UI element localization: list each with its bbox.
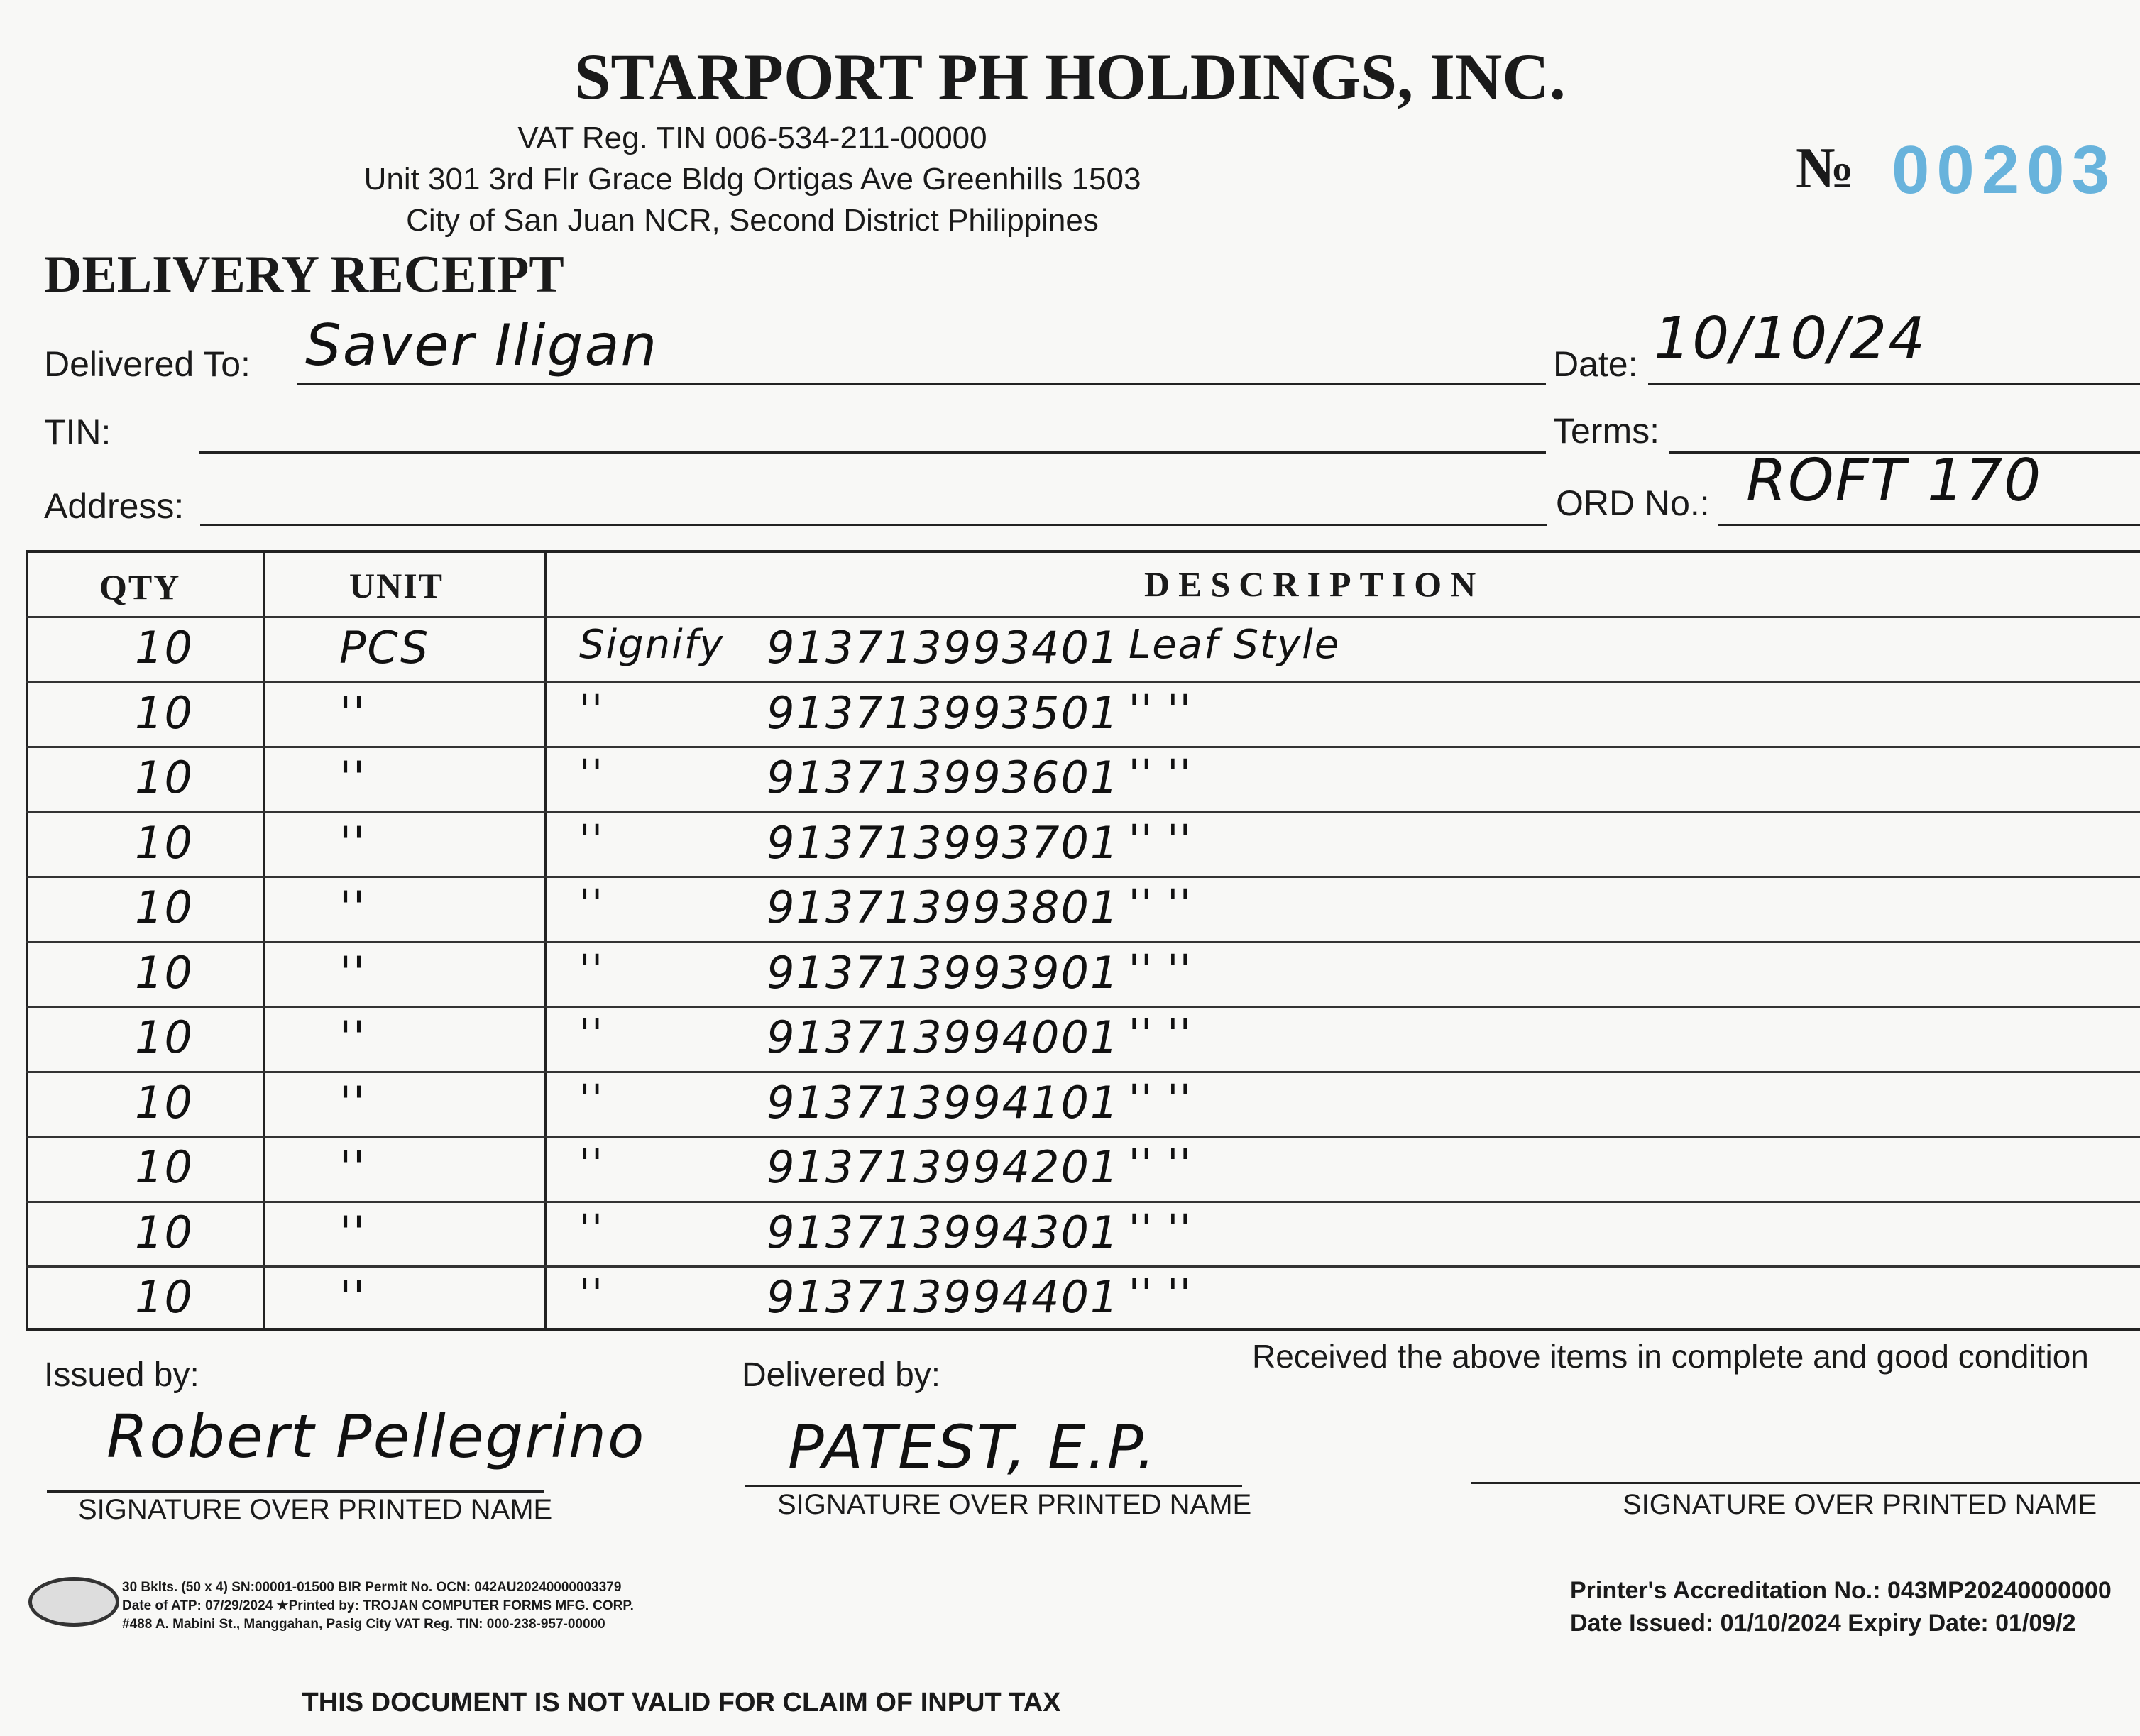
row-divider [26,811,2140,813]
issued-by-signature: Robert Pellegrino [106,1402,646,1471]
address-label: Address: [44,486,185,526]
description-prefix[interactable]: '' [579,1271,604,1317]
row-divider [26,746,2140,748]
unit-cell[interactable]: '' [339,1141,367,1193]
col-header-unit: UNIT [349,566,444,605]
qty-cell[interactable]: 10 [135,1271,194,1323]
tin-label: TIN: [44,412,111,452]
printer-info-3: #488 A. Mabini St., Manggahan, Pasig City VAT Reg. TIN: 000-238-957-00000 [122,1617,605,1632]
description-suffix[interactable]: '' '' [1129,686,1192,733]
qty-cell[interactable]: 10 [135,686,194,739]
description-suffix[interactable]: '' '' [1129,1141,1192,1187]
issued-by-caption: SIGNATURE OVER PRINTED NAME [78,1494,553,1525]
delivered-by-label: Delivered by: [742,1356,941,1394]
description-prefix[interactable]: '' [579,1076,604,1123]
date-label: Date: [1553,344,1638,384]
description-code[interactable]: 913713994001 [767,1011,1120,1063]
date-underline [1648,383,2140,385]
issued-by-line [47,1490,544,1493]
delivered-to-value[interactable]: Saver Iligan [305,312,659,378]
company-name: STARPORT PH HOLDINGS, INC. [574,40,1566,113]
description-prefix[interactable]: Signify [579,622,725,668]
delivered-to-label: Delivered To: [44,344,251,384]
qty-cell[interactable]: 10 [135,1076,194,1128]
description-suffix[interactable]: '' '' [1129,1076,1192,1123]
unit-cell[interactable]: '' [339,1206,367,1258]
delivered-by-caption: SIGNATURE OVER PRINTED NAME [777,1489,1252,1520]
issued-by-label: Issued by: [44,1356,199,1394]
unit-cell[interactable]: '' [339,881,367,933]
qty-cell[interactable]: 10 [135,622,194,674]
printer-info-2: Date of ATP: 07/29/2024 ★Printed by: TROJAN COMPUTER FORMS MFG. CORP. [122,1598,634,1613]
description-code[interactable]: 913713993501 [767,686,1120,739]
tin-underline [199,451,1546,454]
address-line-2: City of San Juan NCR, Second District Philippines [406,203,1099,238]
qty-cell[interactable]: 10 [135,1141,194,1193]
unit-cell[interactable]: '' [339,1076,367,1128]
description-code[interactable]: 913713993701 [767,816,1120,869]
received-by-line [1471,1482,2140,1484]
address-underline [200,524,1547,526]
row-divider [26,1201,2140,1203]
ord-no-value[interactable]: ROFT 170 [1746,447,2043,515]
ord-no-label: ORD No.: [1556,483,1710,523]
number-mark: № [1796,136,1855,200]
unit-cell[interactable]: '' [339,946,367,999]
printer-logo [28,1577,119,1627]
description-code[interactable]: 913713994401 [767,1271,1120,1323]
address-line-1: Unit 301 3rd Flr Grace Bldg Ortigas Ave Greenhills 1503 [363,162,1141,197]
description-code[interactable]: 913713994101 [767,1076,1120,1128]
delivered-by-line [745,1485,1242,1487]
row-divider [26,1071,2140,1073]
col-header-qty: QTY [99,567,181,607]
description-code[interactable]: 913713994201 [767,1141,1120,1193]
unit-cell[interactable]: '' [339,816,367,869]
description-prefix[interactable]: '' [579,752,604,798]
description-code[interactable]: 913713993901 [767,946,1120,999]
delivered-to-underline [297,383,1546,385]
printer-accreditation: Printer's Accreditation No.: 043MP20240000000 [1570,1577,2112,1604]
unit-cell[interactable]: '' [339,686,367,739]
description-code[interactable]: 913713993601 [767,752,1120,803]
qty-cell[interactable]: 10 [135,946,194,999]
received-by-caption: SIGNATURE OVER PRINTED NAME [1623,1489,2097,1520]
description-prefix[interactable]: '' [579,1206,604,1253]
unit-cell[interactable]: '' [339,752,367,803]
row-divider [26,1006,2140,1008]
description-suffix[interactable]: '' '' [1129,752,1192,798]
description-prefix[interactable]: '' [579,816,604,863]
description-suffix[interactable]: '' '' [1129,816,1192,863]
form-title: DELIVERY RECEIPT [44,246,564,304]
serial-number: 00203 [1892,132,2117,208]
received-statement: Received the above items in complete and good condition [1252,1338,2089,1375]
description-code[interactable]: 913713994301 [767,1206,1120,1258]
date-value[interactable]: 10/10/24 [1654,305,1927,373]
tax-notice: THIS DOCUMENT IS NOT VALID FOR CLAIM OF INPUT TAX [302,1688,1061,1718]
description-suffix[interactable]: '' '' [1129,881,1192,928]
row-divider [26,941,2140,943]
qty-cell[interactable]: 10 [135,816,194,869]
row-divider [26,1265,2140,1268]
ord-no-underline [1718,524,2140,526]
row-divider [26,681,2140,683]
col-header-description: DESCRIPTION [1144,564,1485,604]
description-prefix[interactable]: '' [579,1011,604,1057]
description-suffix[interactable]: '' '' [1129,946,1192,993]
row-divider [26,876,2140,878]
unit-cell[interactable]: PCS [339,622,430,674]
description-prefix[interactable]: '' [579,686,604,733]
description-code[interactable]: 913713993401 [767,622,1120,674]
description-prefix[interactable]: '' [579,1141,604,1187]
vat-reg-line: VAT Reg. TIN 006-534-211-00000 [517,121,987,155]
printer-info-1: 30 Bklts. (50 x 4) SN:00001-01500 BIR Permit No. OCN: 042AU20240000003379 [122,1580,622,1595]
description-code[interactable]: 913713993801 [767,881,1120,933]
description-suffix[interactable]: '' '' [1129,1011,1192,1057]
unit-cell[interactable]: '' [339,1271,367,1323]
description-suffix[interactable]: '' '' [1129,1271,1192,1317]
description-suffix[interactable]: '' '' [1129,1206,1192,1253]
terms-label: Terms: [1553,411,1659,451]
qty-cell[interactable]: 10 [135,752,194,803]
unit-cell[interactable]: '' [339,1011,367,1063]
description-suffix[interactable]: Leaf Style [1129,622,1341,668]
qty-cell[interactable]: 10 [135,1011,194,1063]
delivered-by-signature: PATEST, E.P. [788,1412,1157,1482]
description-prefix[interactable]: '' [579,946,604,993]
qty-cell[interactable]: 10 [135,1206,194,1258]
qty-cell[interactable]: 10 [135,881,194,933]
description-prefix[interactable]: '' [579,881,604,928]
accreditation-dates: Date Issued: 01/10/2024 Expiry Date: 01/09/2 [1570,1610,2076,1637]
row-divider [26,1136,2140,1138]
header-row-divider [26,616,2140,618]
